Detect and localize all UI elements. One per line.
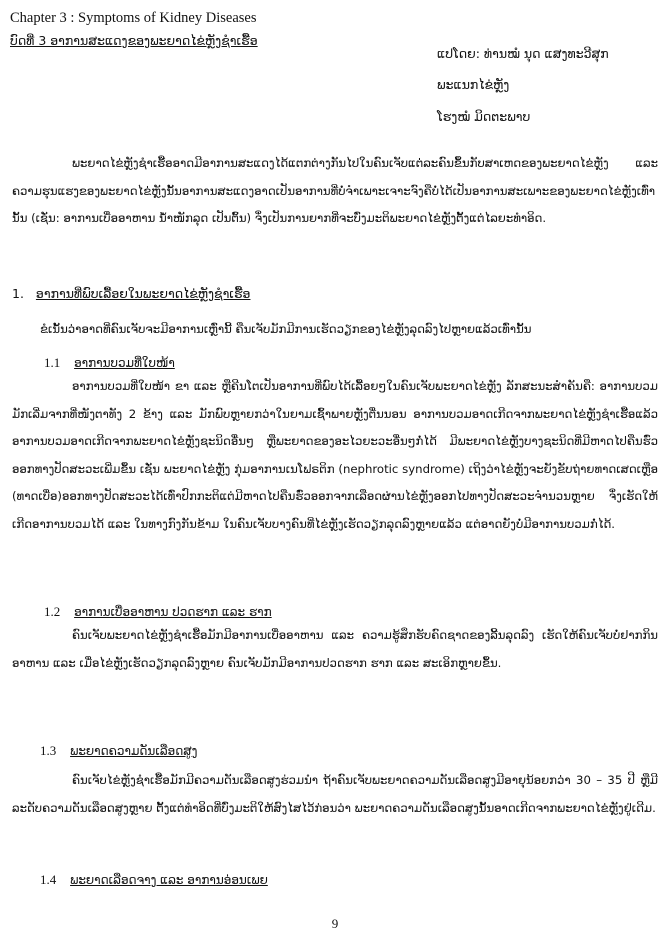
subsection-1-4-number: 1.4 bbox=[40, 872, 57, 887]
subsection-1-1-body: ອາການບວມທີ່ໃບໜ້າ ຂາ ແລະ ຫຼືຄີນໂຕເປັນອາການທີ່ພົບໄດ້ເລື້ອຍໆໃນຄົນເຈັບພະຍາດໄຂ່ຫຼັງ ລັກສະນະສໍາຄັນຄື: ອາການບວມມັກເລີ່ມຈາກທີ່ໜັງຕາທັງ 2 ຂ້າງ ແລະ ມັກພົບຫຼາຍກວ່າໃນຍາມເຊົ້າພາຍຫຼັງຕື່ນນອນ ອາການບວມອາດເກີດຈາກພະຍາດໄຂ່ຫຼັງຊໍາເຮື້ອແລ້ວ ອາການບວມອາດເກີດຈາກພະຍາດໄຂ່ຫຼັງຊະນິດອື່ນໆ ຫຼືພະຍາດຂອງອະໄວຍະວະອື່ນໆກໍ່ໄດ້ ມີພະຍາດໄຂ່ຫຼັງບາງຊະນິດທີ່ມີຫາດໄປຄືນຮົ່ວອອກທາງປັດສະວະເພີ່ມຂຶ້ນ ເຊັ່ນ ພະຍາດໄຂ່ຫຼັງ ກຸ່ມອາການເນໂຟຣຕິກ (nephrotic syndrome) ເຖິງວ່າໄຂ່ຫຼັງຈະຍັງຂັບຖ່າຍທາດເສດເຫຼືອ (ທາດເບື່ອ)ອອກທາງປັດສະວະໄດ້ເທົ່າປົກກະຕິແຕ່ມີຫາດໄປຄືນຮົ່ວອອກຈາກເລືອດຜ່ານໄຂ່ຫຼັງອອກໄປທາງປັດສະວະຈໍານວນຫຼາຍ ຈຶ່ງເຮັດໃຫ້ເກີດອາການບວມໄດ້ ແລະ ໃນທາງກົງກັນຂ້າມ ໃນຄົນເຈັບບາງຄົນທີ່ໄຂ່ຫຼັງເຮັດວຽກລຸດລົງຫຼາຍແລ້ວ ແຕ່ອາດຍັງບໍ່ມີອາການບວມກໍ່ໄດ້. bbox=[12, 379, 658, 531]
subsection-1-3-heading bbox=[40, 743, 197, 759]
intro-paragraph: ພະຍາດໄຂ່ຫຼັງຊໍາເຮື້ອອາດມີອາການສະແດງໄດ້ແຕກຕ່າງກັນໄປໃນຄົນເຈັບແຕ່ລະຄົນຂຶ້ນກັບສາເຫດຂອງພະຍາດໄຂ່ຫຼັງ ແລະ ຄວາມຮຸນແຮງຂອງພະຍາດໄຂ່ຫຼັງນັ້ນອາການສະແດງອາດເປັນອາການທີ່ບໍ່ຈໍາເພາະເຈາະຈົງຄືບໍ່ໄດ້ເປັນອາການສະເພາະຂອງພະຍາດໄຂ່ຫຼັງເທົ່ານັ້ນ (ເຊັ່ນ: ອາການເບື່ອອາຫານ ນໍ້າໜັກລຸດ ເປັນຕົ້ນ) ຈຶ່ງເປັນການຍາກທີ່ຈະບົ່ງມະຕິພະຍາດໄຂ່ຫຼັງຕັ້ງແຕ່ໄລຍະທໍາອິດ. bbox=[12, 156, 658, 226]
hospital-name: ໂຮງໝໍ ມິດຕະພາບ bbox=[437, 109, 531, 124]
subsection-1-1-title: ອາການບວມທີ່ໃບໜ້າ bbox=[74, 356, 175, 370]
subsection-1-3-block bbox=[12, 767, 658, 822]
department-name: ພະແນກໄຂ່ຫຼັງ bbox=[437, 77, 510, 92]
section-1-heading bbox=[12, 286, 250, 301]
section-1-lead-block bbox=[12, 316, 658, 344]
chapter-heading-english: Chapter 3 : Symptoms of Kidney Diseases bbox=[10, 10, 257, 26]
subsection-1-3-body: ຄົນເຈັບໄຂ່ຫຼັງຊໍາເຮື້ອມັກມີຄວາມດັນເລືອດສູງຮ່ວມນໍາ ຖ້າຄົນເຈັບພະຍາດຄວາມດັນເລືອດສູງມີອາຍຸນ້ອຍກວ່າ 30 – 35 ປີ ຫຼືມີລະດັບຄວາມດັນເລືອດສູງຫຼາຍ ຕັ້ງແຕ່ທໍາອິດທີ່ບົ່ງມະຕິໃຫ້ສົງໄສໄວ້ກ່ອນວ່າ ພະຍາດຄວາມດັນເລືອດສູງນັ້ນອາດເກີດຈາກພະຍາດໄຂ່ຫຼັງຢູ່ເດີມ. bbox=[12, 773, 658, 815]
chapter-title-lao: ບົດທີ່ 3 ອາການສະແດງຂອງພະຍາດໄຂ່ຫຼັງຊໍາເຮື້ອ bbox=[10, 33, 258, 48]
section-1-number: 1. bbox=[12, 286, 24, 301]
subsection-1-2-block bbox=[12, 622, 658, 677]
translator-name: ແປໂດຍ: ທ່ານໝໍ ນຸດ ແສງທະວີສຸກ bbox=[437, 46, 609, 61]
intro-block bbox=[12, 150, 658, 233]
subsection-1-4-title: ພະຍາດເລືອດຈາງ ແລະ ອາການອ່ອນເພຍ bbox=[70, 873, 268, 887]
subsection-1-2-heading bbox=[44, 604, 272, 620]
section-1-title: ອາການທີ່ພົບເລື້ອຍໃນພະຍາດໄຂ່ຫຼັງຊໍາເຮື້ອ bbox=[35, 286, 251, 301]
subsection-1-2-number: 1.2 bbox=[44, 604, 61, 619]
subsection-1-1-block bbox=[12, 373, 658, 539]
subsection-1-3-title: ພະຍາດຄວາມດັນເລືອດສູງ bbox=[70, 744, 198, 758]
subsection-1-2-body: ຄົນເຈັບພະຍາດໄຂ່ຫຼັງຊໍາເຮື້ອມັກມີອາການເບື່ອອາຫານ ແລະ ຄວາມຮູ້ສຶກຮັບຄົດຊາດຂອງລີ້ນລຸດລົງ ເຮັດໃຫ້ຄົນເຈັບບໍ່ຢາກກິນອາຫານ ແລະ ເມື່ອໄຂ່ຫຼັງເຮັດວຽກລຸດລົງຫຼາຍ ຄົນເຈັບມັກມີອາການປວດຮາກ ຮາກ ແລະ ສະເອິກຫຼາຍຂຶ້ນ. bbox=[12, 628, 658, 670]
subsection-1-1-heading bbox=[44, 355, 175, 371]
subsection-1-1-number: 1.1 bbox=[44, 355, 61, 370]
subsection-1-2-title: ອາການເບື່ອອາຫານ ປວດຮາກ ແລະ ຮາກ bbox=[74, 605, 272, 619]
subsection-1-4-heading bbox=[40, 872, 268, 888]
section-1-lead: ຂໍເນັ້ນວ່າອາດທີ່ຄົນເຈັບຈະມີອາການເຫຼົ່ານີ້ ຄືນເຈັບມັກມີການເຮັດວຽກຂອງໄຂ່ຫຼັງລຸດລົງໄປຫຼາຍແລ້ວເທົ່ານັ້ນ bbox=[40, 322, 532, 336]
subsection-1-3-number: 1.3 bbox=[40, 743, 57, 758]
page-number: 9 bbox=[331, 916, 339, 931]
